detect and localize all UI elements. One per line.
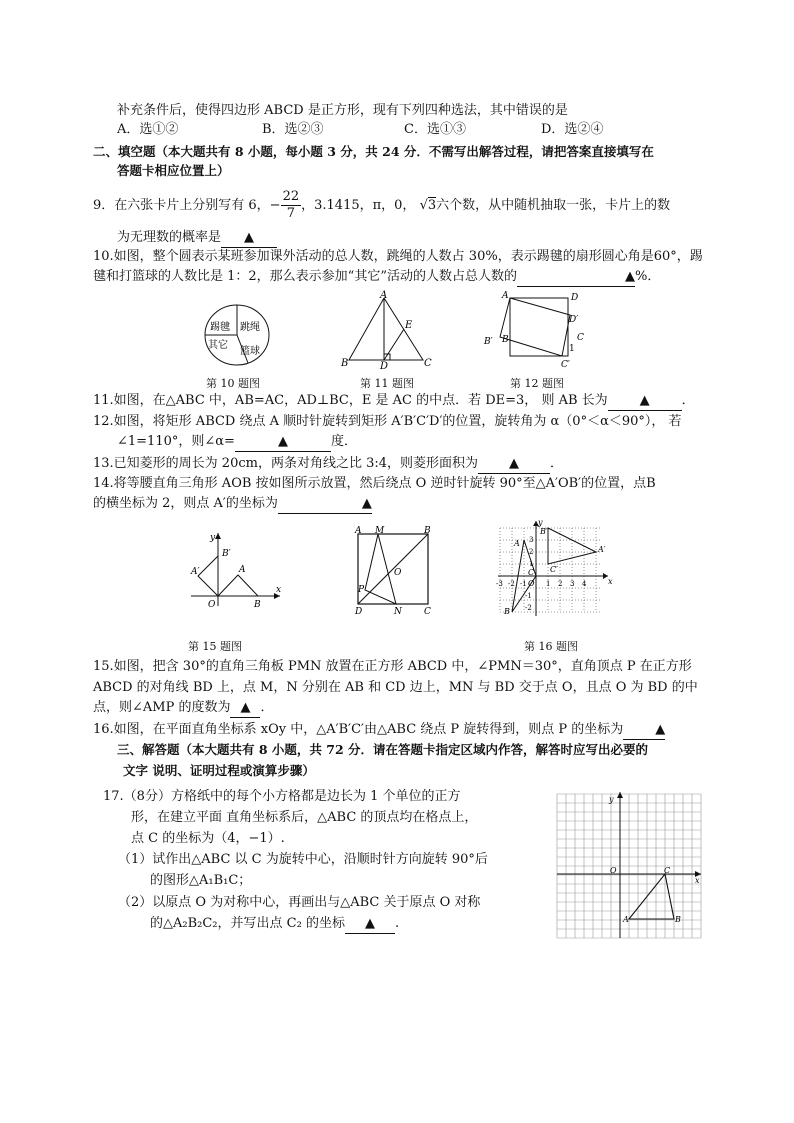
q14-line2-text: 的横坐标为 2，则点 A′的坐标为 bbox=[93, 496, 278, 511]
q17-line3: 点 C 的坐标为（4，−1）. bbox=[131, 831, 285, 846]
q15-end: ． bbox=[260, 700, 274, 715]
q17-end: . bbox=[394, 916, 400, 931]
q12-end: 度． bbox=[330, 434, 357, 449]
fig11-label-c: C bbox=[424, 358, 432, 369]
q15-line1: 15.如图，把含 30°的直角三角板 PMN 放置在正方形 ABCD 中，∠PMN＝30°，直角顶点 P 在正方形 bbox=[93, 659, 692, 674]
fig16-tick-x1: 1 bbox=[546, 580, 551, 588]
q8-option-a: A．选①② bbox=[117, 122, 179, 137]
fig10-label-tiaosheng: 跳绳 bbox=[240, 322, 260, 333]
q9-line1 bbox=[93, 186, 670, 226]
fig15-label-o2: O bbox=[394, 568, 402, 578]
q11-line bbox=[93, 392, 695, 411]
fig12-label-d: D bbox=[571, 293, 579, 303]
fig15-label-b2: B bbox=[424, 526, 431, 536]
fig16-label-b: B bbox=[504, 607, 510, 616]
fig12-label-dprime: D′ bbox=[569, 315, 579, 325]
fig15-triangle-aob bbox=[218, 575, 258, 596]
fig16-tick-y1: 1 bbox=[529, 560, 534, 568]
fig10-label-tijian: 踢毽 bbox=[210, 322, 230, 333]
q13-end: ． bbox=[550, 456, 564, 471]
fig10-caption: 第 10 题图 bbox=[206, 377, 260, 390]
q10-line2-text: 毽和打篮球的人数比是 1：2，那么表示参加“其它”活动的人数占总人数的 bbox=[93, 269, 517, 284]
q16-text: 16.如图，在平面直角坐标系 xOy 中，△A′B′C′由△ABC 绕点 P 旋转得到，则点 P 的坐标为 bbox=[93, 722, 624, 737]
q17-sub2-line1: （2）以原点 O 为对称中心，再画出与△ABC 关于原点 O 对称 bbox=[118, 895, 481, 910]
fig15-label-n: N bbox=[394, 607, 402, 617]
q13-text: 13.已知菱形的周长为 20cm，两条对角线之比 3:4，则菱形面积为 bbox=[93, 456, 479, 471]
section3-title-cont: 文字 说明、证明过程或演算步骤） bbox=[123, 763, 315, 778]
fig16-caption: 第 16 题图 bbox=[524, 640, 578, 653]
fig15-label-a: A bbox=[239, 565, 246, 575]
q9-line2-text: 为无理数的概率是 bbox=[117, 230, 222, 245]
q8-option-d: D．选②④ bbox=[541, 122, 604, 137]
fig16-tick-ym2: -2 bbox=[525, 604, 532, 612]
fig16-label-y: y bbox=[538, 518, 543, 527]
fig17-label-o: O bbox=[610, 866, 617, 875]
q17-sub2-line2 bbox=[150, 915, 399, 934]
fig17-triangle-abc bbox=[629, 874, 674, 919]
fig11-label-d: D bbox=[380, 361, 389, 370]
fig12-label-angle1: 1 bbox=[569, 344, 575, 354]
q17-sub1-line1: （1）试作出△ABC 以 C 为旋转中心，沿顺时针方向旋转 90°后 bbox=[118, 852, 488, 867]
fig12-rectangles bbox=[478, 290, 588, 370]
fig10-pie-chart bbox=[200, 302, 274, 368]
fig12-label-b: B bbox=[502, 335, 509, 345]
fig15-coordinate-triangle bbox=[186, 528, 286, 608]
q15-answer-blank[interactable]: ▲ bbox=[230, 699, 260, 718]
fig11-segment-de bbox=[384, 329, 404, 360]
q11-end: ． bbox=[681, 393, 695, 408]
q12-line2-text: ∠1=110°，则∠α= bbox=[117, 434, 235, 449]
q8-continuation: 补充条件后，使得四边形 ABCD 是正方形，现有下列四种选法，其中错误的是 bbox=[117, 103, 568, 118]
fig15-label-x: x bbox=[276, 585, 282, 595]
fig16-tick-x2: 2 bbox=[558, 580, 563, 588]
section3-title: 三、解答题（本大题共有 8 小题，共 72 分．请在答题卡指定区域内作答，解答时应写出必要的 bbox=[117, 742, 649, 757]
q17-line2: 形，在建立平面 直角坐标系后，△ABC 的顶点均在格点上， bbox=[131, 810, 478, 825]
fig16-tick-y2: 2 bbox=[529, 548, 534, 556]
fig16-tick-xm1: -1 bbox=[520, 580, 527, 588]
q10-line2 bbox=[93, 268, 660, 287]
section2-title: 二、填空题（本大题共有 8 小题，每小题 3 分，共 24 分．不需写出解答过程，请把答案直接填写在 bbox=[93, 144, 654, 159]
q10-answer-blank[interactable]: ▲ bbox=[517, 268, 635, 287]
q10-line1: 10.如图，整个圆表示某班参加课外活动的总人数，跳绳的人数占 30%，表示踢毽的扇形圆心角是60°，踢 bbox=[93, 249, 703, 264]
fig12-label-a: A bbox=[502, 291, 509, 301]
q11-text: 11.如图，在△ABC 中，AB=AC，AD⊥BC，E 是 AC 的中点．若 DE=3， 则 AB 长为 bbox=[93, 393, 608, 408]
q17-line1: 17.（8分）方格纸中的每个小方格都是边长为 1 个单位的正方 bbox=[103, 789, 461, 804]
fig15-label-bprime: B′ bbox=[222, 549, 231, 559]
q12-answer-blank[interactable]: ▲ bbox=[235, 433, 331, 452]
q17-sub1-line2: 的图形△A₁B₁C； bbox=[150, 873, 252, 888]
q15-line3 bbox=[93, 699, 274, 718]
q17-sub2-text: 的△A₂B₂C₂，并写出点 C₂ 的坐标 bbox=[150, 916, 345, 931]
fig15-label-o: O bbox=[208, 600, 216, 608]
fig11-caption: 第 11 题图 bbox=[360, 377, 414, 390]
fig15-label-p: P bbox=[358, 585, 365, 595]
q14-line2 bbox=[93, 495, 372, 514]
fig16-tick-xm3: -3 bbox=[496, 580, 503, 588]
fig15-label-m: M bbox=[375, 526, 385, 536]
fig16-label-aprime: A′ bbox=[598, 545, 606, 554]
q9-pre: 9．在六张卡片上分别写有 6，− bbox=[93, 198, 281, 213]
fig15-label-a2: A bbox=[355, 526, 362, 536]
fig15-label-y: y bbox=[210, 533, 216, 543]
q12-line2 bbox=[117, 433, 357, 452]
fig15-triangle-aprime bbox=[198, 556, 218, 596]
q13-line bbox=[93, 455, 563, 474]
q9-post: 六个数，从中随机抽取一张，卡片上的数 bbox=[436, 198, 671, 213]
fig16-grid bbox=[490, 518, 615, 618]
fig15-label-c2: C bbox=[424, 607, 431, 617]
fig15-square bbox=[350, 526, 436, 618]
q13-answer-blank[interactable]: ▲ bbox=[478, 455, 550, 474]
fig17-label-x: x bbox=[695, 876, 700, 885]
fig16-tick-y3: 3 bbox=[529, 536, 534, 544]
q9-frac-num: 22 bbox=[282, 189, 300, 204]
q9-sqrt-value: 3 bbox=[427, 198, 437, 213]
q9-line2 bbox=[117, 229, 277, 248]
fig16-label-a: A bbox=[514, 539, 520, 548]
fig16-label-cprime: C′ bbox=[550, 565, 558, 574]
fig15-caption: 第 15 题图 bbox=[188, 640, 242, 653]
q17-answer-blank[interactable]: ▲ bbox=[345, 915, 395, 934]
q9-fraction bbox=[281, 189, 302, 222]
q8-option-c: C．选①③ bbox=[404, 122, 466, 137]
fig16-label-o: O bbox=[528, 579, 535, 588]
fig17-grid bbox=[553, 790, 705, 940]
fig17-label-a: A bbox=[623, 915, 629, 924]
fig15-label-d2: D bbox=[355, 607, 363, 617]
q16-line bbox=[93, 721, 665, 740]
q16-answer-blank[interactable]: ▲ bbox=[623, 721, 665, 740]
fig16-tick-ym1: -1 bbox=[525, 592, 532, 600]
fig16-label-x: x bbox=[608, 577, 613, 586]
q9-frac-den: 7 bbox=[286, 206, 295, 221]
fig11-label-b: B bbox=[341, 358, 349, 369]
fig12-label-c: C bbox=[577, 333, 584, 343]
fig12-label-bprime: B′ bbox=[484, 337, 493, 347]
fig16-label-bprime: B′ bbox=[540, 527, 548, 536]
q10-unit: %． bbox=[634, 269, 661, 284]
fig16-tick-x4: 4 bbox=[582, 580, 587, 588]
q9-sqrt: √3 bbox=[419, 198, 437, 213]
fig10-label-qita: 其它 bbox=[208, 340, 228, 351]
fig15-label-aprime: A′ bbox=[191, 567, 200, 577]
q11-answer-blank[interactable]: ▲ bbox=[608, 392, 682, 411]
fig15-triangle-pmn bbox=[365, 534, 396, 604]
fig17-label-y: y bbox=[609, 795, 614, 804]
fig11-label-e: E bbox=[405, 320, 413, 331]
fig12-label-cprime: C′ bbox=[561, 360, 570, 370]
q15-line3-text: 点，则∠AMP 的度数为 bbox=[93, 700, 231, 715]
fig11-label-a: A bbox=[380, 290, 388, 301]
q12-line1: 12.如图，将矩形 ABCD 绕点 A 顺时针旋转到矩形 A′B′C′D′的位置，旋转角为 α（0°＜α＜90°）， 若 bbox=[93, 414, 682, 429]
q15-line2: ABCD 的对角线 BD 上，点 M，N 分别在 AB 和 CD 边上，MN 与 BD 交于点 O，且点 O 为 BD 的中 bbox=[93, 680, 698, 695]
q8-option-b: B．选②③ bbox=[262, 122, 324, 137]
fig12-caption: 第 12 题图 bbox=[510, 377, 564, 390]
fig16-tick-xm2: -2 bbox=[508, 580, 515, 588]
fig15-label-b: B bbox=[254, 600, 261, 608]
q14-line1: 14.将等腰直角三角形 AOB 按如图所示放置，然后绕点 O 逆时针旋转 90°至△A′OB′的位置，点B bbox=[93, 476, 656, 491]
fig11-triangle bbox=[335, 290, 435, 370]
fig10-label-lanqiu: 篮球 bbox=[240, 346, 260, 357]
q9-mid: ，3.1415，π，0， bbox=[301, 198, 416, 213]
section2-title-cont: 答题卡相应位置上） bbox=[117, 163, 230, 178]
fig17-label-b: B bbox=[675, 915, 681, 924]
fig17-label-c: C bbox=[664, 866, 671, 875]
q9-answer-blank[interactable]: ▲ bbox=[221, 229, 277, 248]
q14-answer-blank[interactable]: ▲ bbox=[278, 495, 372, 514]
fig16-label-c: C bbox=[528, 568, 535, 577]
fig16-tick-x3: 3 bbox=[570, 580, 575, 588]
